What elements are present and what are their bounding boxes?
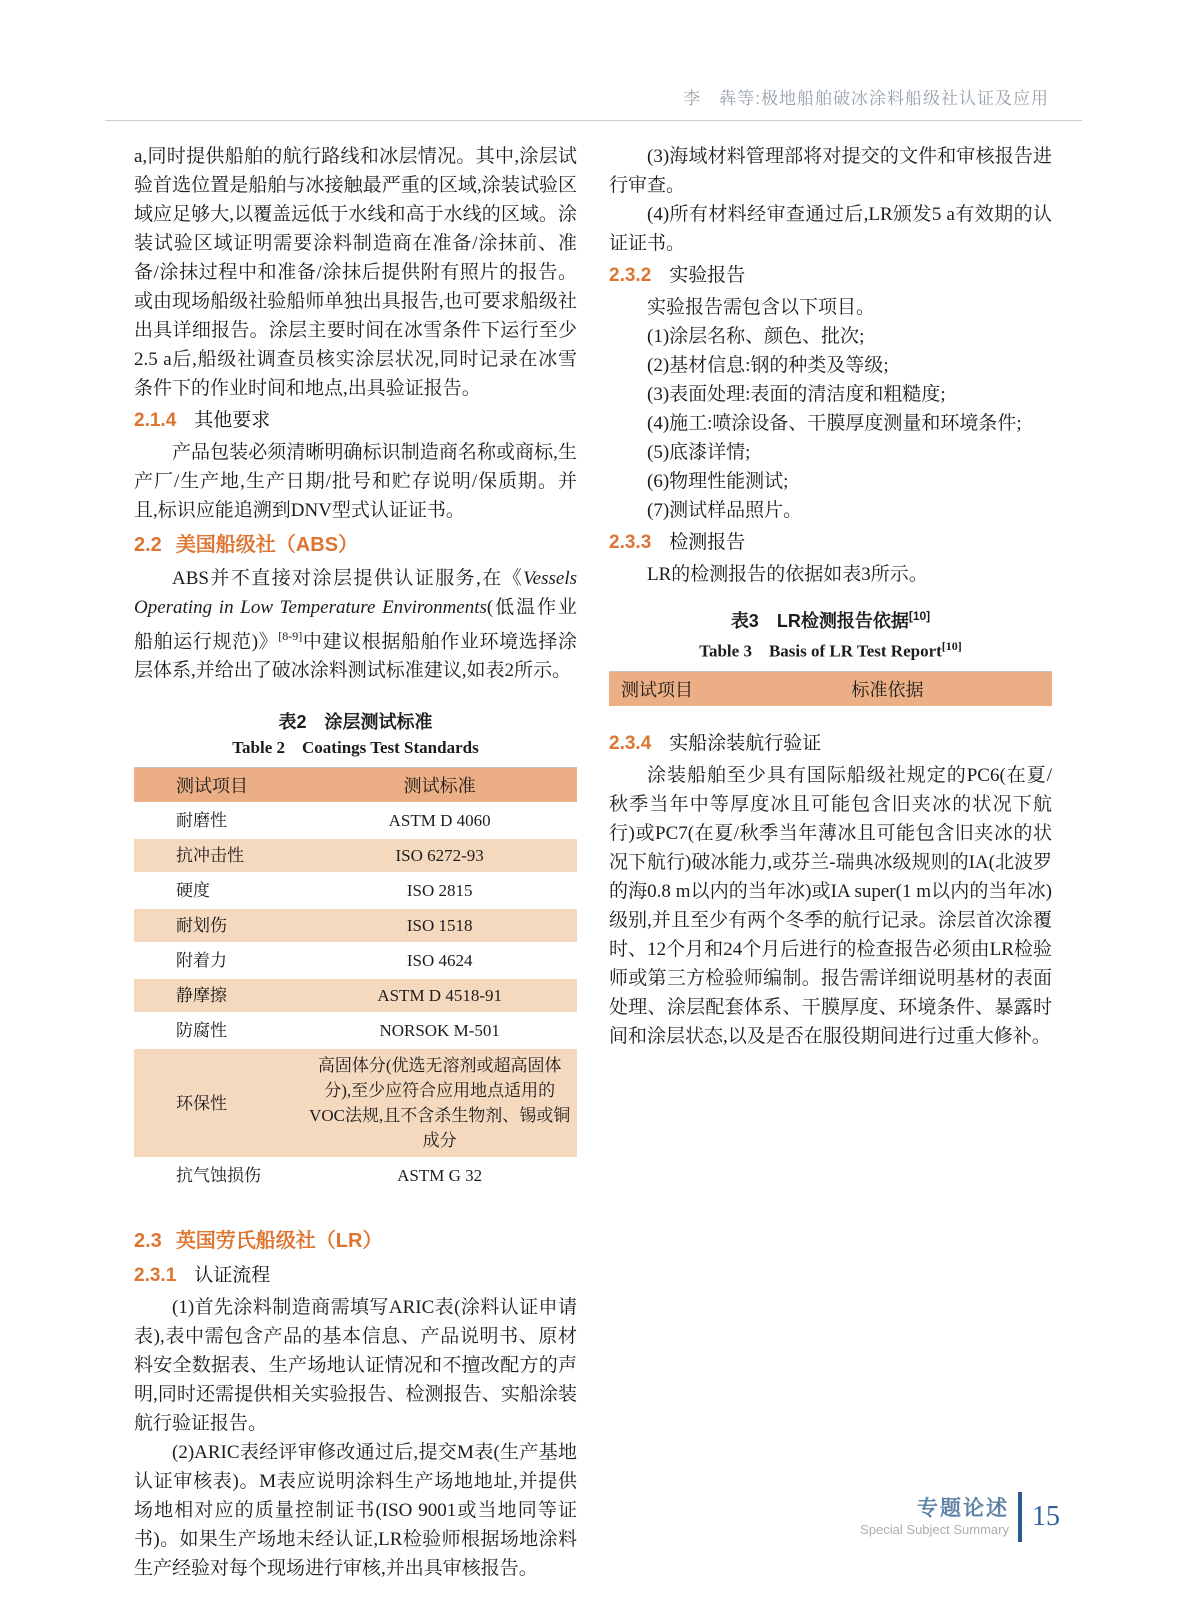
test-item-cell: 环保性	[176, 1093, 227, 1113]
section-2-3-heading	[134, 1226, 577, 1257]
table-row	[134, 908, 577, 943]
paragraph-2-3-4: 涂装船舶至少具有国际船级社规定的PC6(在夏/秋季当年中等厚度冰且可能包含旧夹冰的状况下航行)或PC7(在夏/秋季当年薄冰且可能包含旧夹冰的状况下航行)破冰能力,或芬兰-瑞典冰级规则的IA(北波罗的海0.8 m以内的当年冰)或IA super(1 m以内的当年冰)级别,并且至少有两个冬季的航行记录。涂层首次涂覆时、12个月和24个月后进行的检查报告必须由LR检验师或第三方检验师编制。报告需详细说明基材的表面处理、涂层配套体系、干膜厚度、环境条件、暴露时间和涂层状态,以及是否在服役期间进行过重大修补。	[609, 764, 1052, 1047]
section-number: 2.2	[134, 534, 162, 556]
right-column	[609, 142, 1052, 1051]
table2-caption	[134, 709, 577, 760]
column-header-test-item: 测试项目	[134, 768, 302, 804]
list-item: (2)基材信息:钢的种类及等级;	[647, 355, 889, 376]
section-number: 2.3	[134, 1230, 162, 1253]
running-head: 李 犇等:极地船舶破冰涂料船级社认证及应用	[683, 89, 1049, 108]
list-item: (7)测试样品照片。	[647, 500, 803, 521]
section-number: 2.3.1	[134, 1265, 177, 1287]
list-item: (3)表面处理:表面的清洁度和粗糙度;	[647, 384, 946, 405]
test-standard-cell: ASTM D 4060	[388, 811, 491, 831]
table-row	[134, 1158, 577, 1193]
column-header-test-standard: 测试标准	[302, 768, 577, 804]
list-item: (4)施工:喷涂设备、干膜厚度测量和环境条件;	[647, 413, 1022, 434]
paragraph-step4: (4)所有材料经审查通过后,LR颁发5 a有效期的认证证书。	[609, 204, 1052, 254]
column-header-test-item: 测试项目	[609, 671, 723, 707]
section-2-2-heading	[134, 530, 577, 561]
test-standard-cell: ASTM D 4518-91	[377, 986, 502, 1006]
section-title: 认证流程	[194, 1265, 271, 1287]
header-rule-divider	[105, 120, 1082, 121]
paragraph-2-2: ABS并不直接对涂层提供认证服务,在《Vessels Operating in Low Temperature Environments(低温作业船舶运行规范)》[8-9]中建议根据船舶作业环境选择涂层体系,并给出了破冰涂料测试标准建议,如表2所示。	[134, 568, 577, 682]
section-title: 美国船级社（ABS）	[175, 534, 359, 556]
column-header-standard-basis: 标准依据	[723, 671, 1052, 707]
section-title: 其他要求	[194, 410, 271, 431]
list-item: (5)底漆详情;	[647, 442, 751, 463]
table-header-row	[134, 768, 577, 804]
test-standard-cell: 高固体分(优选无溶剂或超高固体分),至少应符合应用地点适用的VOC法规,且不含杀生物剂、锡或铜成分	[309, 1056, 571, 1151]
table2-caption-en: Table 2 Coatings Test Standards	[232, 738, 479, 758]
test-item-cell: 抗气蚀损伤	[176, 1166, 261, 1186]
section-number: 2.3.3	[609, 532, 652, 553]
section-2-3-2-heading	[609, 260, 1052, 291]
section-title: 英国劳氏船级社（LR）	[175, 1230, 383, 1253]
section-title: 实验报告	[669, 265, 746, 286]
paragraph-step3: (3)海域材料管理部将对提交的文件和审核报告进行审查。	[609, 146, 1052, 196]
table-row	[134, 1013, 577, 1048]
test-item-cell: 硬度	[176, 881, 210, 901]
coatings-test-standards-table	[134, 767, 577, 1194]
test-standard-cell: NORSOK M-501	[379, 1021, 500, 1041]
paragraph-2-3-1-step1: (1)首先涂料制造商需填写ARIC表(涂料认证申请表),表中需包含产品的基本信息、产品说明书、原材料安全数据表、生产场地认证情况和不擅改配方的声明,同时还需提供相关实验报告、检测报告、实船涂装航行验证报告。	[134, 1297, 577, 1435]
test-item-cell: 防腐性	[176, 1021, 227, 1041]
test-standard-cell: ISO 6272-93	[395, 846, 484, 866]
table-row	[134, 978, 577, 1013]
section-title: 检测报告	[669, 532, 746, 553]
paragraph-2-3-1-step2: (2)ARIC表经评审修改通过后,提交M表(生产基地认证审核表)。M表应说明涂料生产场地地址,并提供场地相对应的质量控制证书(ISO 9001或当地同等证书)。如果生产场地未经认证,LR检验师根据场地涂料生产经验对每个现场进行审核,并出具审核报告。	[134, 1442, 577, 1580]
test-item-cell: 耐磨性	[176, 811, 227, 831]
table-header-row	[609, 671, 1052, 707]
page-number: 15	[1032, 1501, 1060, 1532]
section-title: 实船涂装航行验证	[669, 732, 822, 754]
test-item-cell: 抗冲击性	[176, 846, 244, 866]
list-item: (1)涂层名称、颜色、批次;	[647, 326, 865, 347]
paragraph-2-1-4: 产品包装必须清晰明确标识制造商名称或商标,生产厂/生产地,生产日期/批号和贮存说明/保质期。并且,标识应能追溯到DNV型式认证证书。	[134, 442, 577, 521]
test-standard-cell: ISO 2815	[406, 881, 473, 901]
lr-test-report-basis-table	[609, 671, 1052, 708]
test-item-cell: 静摩擦	[176, 986, 227, 1006]
paragraph-2-3-3: LR的检测报告的依据如表3所示。	[647, 564, 928, 585]
section-2-3-1-heading	[134, 1260, 577, 1291]
table3-caption-zh: 表3 LR检测报告依据[10]	[730, 609, 931, 631]
table3-caption	[609, 603, 1052, 664]
footer-section-label	[860, 1497, 1009, 1538]
table2-caption-zh: 表2 涂层测试标准	[278, 712, 433, 733]
section-2-1-4-heading	[134, 405, 577, 436]
continuation-paragraph: a,同时提供船舶的航行路线和冰层情况。其中,涂层试验首选位置是船舶与冰接触最严重的区域,涂装试验区域应足够大,以覆盖远低于水线和高于水线的区域。涂装试验区域证明需要涂料制造商在准备/涂抹前、准备/涂抹过程中和准备/涂抹后提供附有照片的报告。或由现场船级社验船师单独出具报告,也可要求船级社出具详细报告。涂层主要时间在冰雪条件下运行至少2.5 a后,船级社调查员核实涂层状况,同时记录在冰雪条件下的作业时间和地点,出具验证报告。	[134, 146, 577, 399]
test-item-cell: 附着力	[176, 951, 227, 971]
paragraph-2-3-2-intro: 实验报告需包含以下项目。	[647, 297, 876, 318]
test-standard-cell: ISO 4624	[406, 951, 473, 971]
table-row	[134, 838, 577, 873]
footer-section-en: Special Subject Summary	[860, 1521, 1009, 1537]
table3-caption-en: Table 3 Basis of LR Test Report[10]	[699, 639, 962, 661]
experiment-report-items-list	[609, 322, 1052, 525]
test-standard-cell: ASTM G 32	[397, 1166, 483, 1186]
table-row	[134, 873, 577, 908]
section-number: 2.1.4	[134, 410, 177, 431]
section-number: 2.3.4	[609, 732, 652, 754]
table-row	[134, 943, 577, 978]
test-item-cell: 耐划伤	[176, 916, 227, 936]
test-standard-cell: ISO 1518	[406, 916, 473, 936]
section-2-3-3-heading	[609, 527, 1052, 558]
section-number: 2.3.2	[609, 265, 652, 286]
footer-divider-bar	[1018, 1492, 1022, 1542]
table-row	[134, 803, 577, 838]
page-footer	[860, 1492, 1060, 1542]
table-row	[134, 1048, 577, 1158]
footer-section-zh: 专题论述	[917, 1496, 1009, 1520]
section-2-3-4-heading	[609, 728, 1052, 759]
list-item: (6)物理性能测试;	[647, 471, 789, 492]
left-column	[134, 142, 577, 1583]
coatings-test-standards-table-body	[134, 803, 577, 1193]
